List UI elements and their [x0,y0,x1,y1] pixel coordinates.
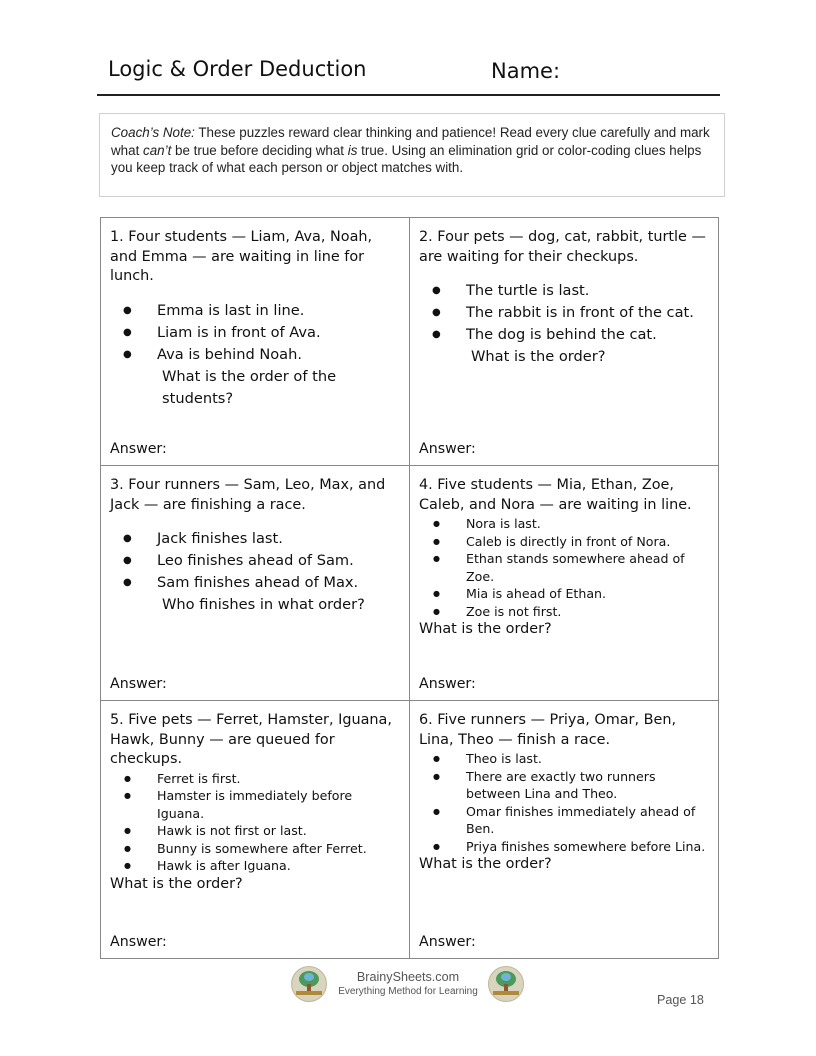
worksheet-title: Logic & Order Deduction [108,57,367,81]
clue-item: ● Priya finishes somewhere before Lina. [419,838,710,856]
answer-label: Answer: [419,675,476,692]
coach-note-lead: Coach’s Note: [111,125,195,140]
puzzle-question: 2. Four pets — dog, cat, rabbit, turtle — are waiting for their checkups. [419,229,706,265]
clue-list [419,750,710,855]
clue-item: ● The rabbit is in front of the cat. [419,302,710,324]
clue-item: ● Liam is in front of Ava. [110,322,401,344]
puzzle-cell-1 [101,218,409,465]
clue-item: ● Emma is last in line. [110,300,401,322]
clue-list [419,280,710,346]
answer-label: Answer: [110,440,167,457]
answer-label: Answer: [419,440,476,457]
clue-item: ● Leo finishes ahead of Sam. [110,550,401,572]
answer-label: Answer: [110,933,167,950]
brand-tagline: Everything Method for Learning [338,986,478,997]
clue-item: ● Zoe is not first. [419,603,710,621]
answer-label: Answer: [110,675,167,692]
clue-item: ● Jack finishes last. [110,528,401,550]
clue-item: ● The dog is behind the cat. [419,324,710,346]
clue-item: ● There are exactly two runners between Lina and Theo. [419,768,710,803]
clue-item: ● Hawk is not first or last. [110,822,401,840]
clue-item: ● Hawk is after Iguana. [110,857,401,875]
puzzle-grid [100,217,719,959]
coach-note-emphasis-1: can’t [143,142,172,158]
brand-logo-icon [291,966,327,1002]
puzzle-cell-6 [409,700,718,958]
puzzle-cell-4 [409,465,718,700]
page-number: Page 18 [657,993,704,1007]
puzzle-question: 3. Four runners — Sam, Leo, Max, and Jack — are finishing a race. [110,477,386,513]
clue-item: ● Omar finishes immediately ahead of Ben. [419,803,710,838]
puzzle-question: 1. Four students — Liam, Ava, Noah, and Emma — are waiting in line for lunch. [110,229,373,284]
clue-item: ● Caleb is directly in front of Nora. [419,533,710,551]
name-label: Name: [491,59,561,83]
puzzle-prompt: What is the order? [471,348,606,365]
clue-item: ● Ethan stands somewhere ahead of Zoe. [419,550,710,585]
puzzle-cell-5 [101,700,409,958]
clue-item: ● Hamster is immediately before Iguana. [110,787,401,822]
clue-item: ● Ferret is first. [110,770,401,788]
clue-list [110,770,401,875]
puzzle-question: 4. Five students — Mia, Ethan, Zoe, Caleb, and Nora — are waiting in line. [419,477,692,513]
clue-item: ● Sam finishes ahead of Max. [110,572,401,594]
puzzle-prompt: What is the order? [110,875,243,892]
coach-note-text-3: true. Using an elimination grid or color-coding clues helps you keep track of what each person or object matches with. [111,142,702,175]
clue-list [110,528,401,594]
brand-logo-icon [488,966,524,1002]
worksheet-header [97,55,720,96]
footer-brand [330,970,486,997]
clue-item: ● Bunny is somewhere after Ferret. [110,840,401,858]
clue-item: ● Mia is ahead of Ethan. [419,585,710,603]
clue-item: ● The turtle is last. [419,280,710,302]
coach-note-emphasis-2: is [347,142,358,158]
puzzle-cell-2 [409,218,718,465]
puzzle-cell-3 [101,465,409,700]
brand-name: BrainySheets.com [356,970,460,984]
puzzle-question: 6. Five runners — Priya, Omar, Ben, Lina, Theo — finish a race. [419,712,677,748]
clue-item: ● Nora is last. [419,515,710,533]
coach-note [99,113,725,197]
coach-note-text-2: be true before deciding what [171,142,348,158]
puzzle-prompt: What is the order? [419,621,552,637]
coach-note-text-1: These puzzles reward clear thinking and patience! Read every clue carefully and mark what [111,125,710,158]
clue-item: ● Theo is last. [419,750,710,768]
clue-item: ● Ava is behind Noah. [110,344,401,366]
clue-list [110,300,401,366]
puzzle-prompt: What is the order of the students? [162,367,337,407]
answer-label: Answer: [419,933,476,950]
puzzle-prompt: What is the order? [419,856,552,872]
puzzle-question: 5. Five pets — Ferret, Hamster, Iguana, Hawk, Bunny — are queued for checkups. [110,712,392,767]
clue-list [419,515,710,620]
puzzle-prompt: Who finishes in what order? [162,596,365,613]
